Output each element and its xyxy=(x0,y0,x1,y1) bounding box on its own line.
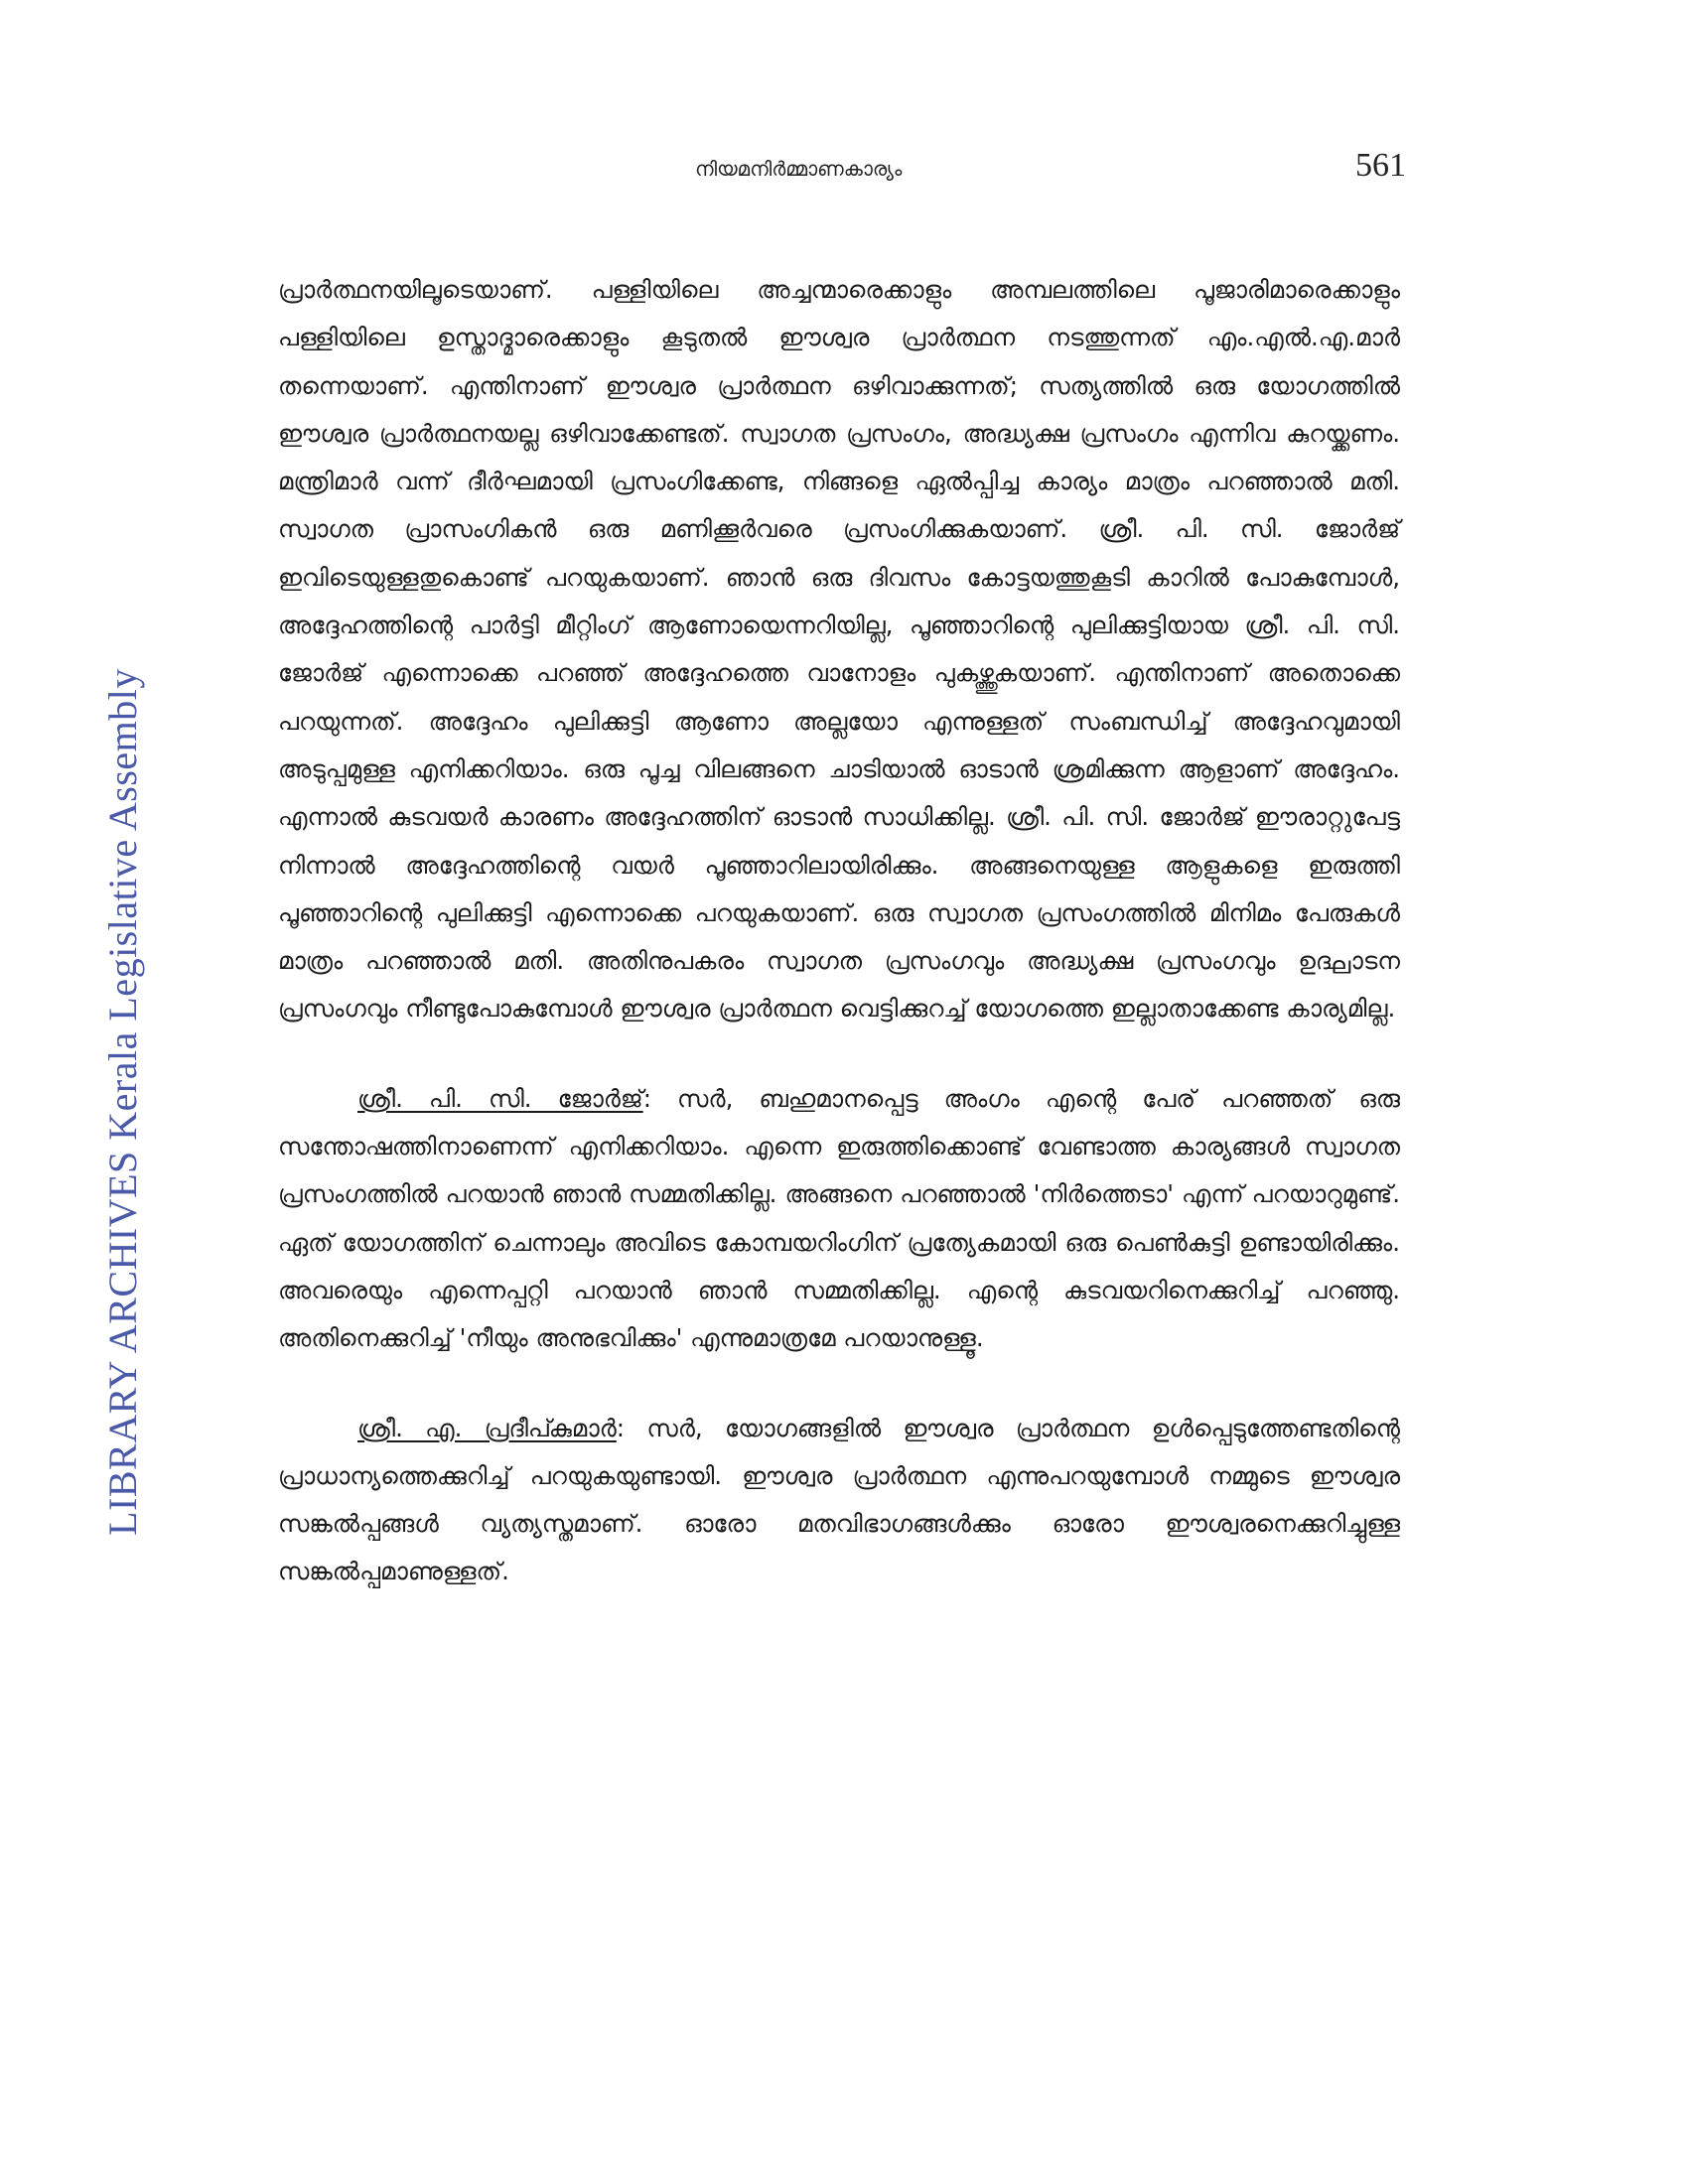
speech-text: : സർ, ബഹുമാനപ്പെട്ട അംഗം എന്റെ പേര് പറഞ്ഞത് ഒരു സന്തോഷത്തിനാണെന്ന് എനിക്കറിയാം. എന്നെ ഇരുത്തിക്കൊണ്ട് വേണ്ടാത്ത കാര്യങ്ങൾ സ്വാഗത പ്രസംഗത്തിൽ പറയാൻ ഞാൻ സമ്മതിക്കില്ല. അങ്ങനെ പറഞ്ഞാൽ 'നിർത്തെടാ' എന്ന് പറയാറുമുണ്ട്. ഏത് യോഗത്തിന് ചെന്നാലും അവിടെ കോമ്പയറിംഗിന് പ്രത്യേകമായി ഒരു പെൺകുട്ടി ഉണ്ടായിരിക്കും. അവരെയും എന്നെപ്പറ്റി പറയാൻ ഞാൻ സമ്മതിക്കില്ല. എന്റെ കുടവയറിനെക്കുറിച്ച് പറഞ്ഞു. അതിനെക്കുറിച്ച് 'നീയും അനുഭവിക്കും' എന്നുമാത്രമേ പറയാനുള്ളൂ. xyxy=(278,1083,1400,1353)
paragraph-continuation: പ്രാർത്ഥനയിലൂടെയാണ്. പള്ളിയിലെ അച്ചന്മാരെക്കാളും അമ്പലത്തിലെ പൂജാരിമാരെക്കാളും പള്ളിയിലെ ഉസ്താദ്മാരെക്കാളും കൂടുതൽ ഈശ്വര പ്രാർത്ഥന നടത്തുന്നത് എം.എൽ.എ.മാർ തന്നെയാണ്. എന്തിനാണ് ഈശ്വര പ്രാർത്ഥന ഒഴിവാക്കുന്നത്; സത്യത്തിൽ ഒരു യോഗത്തിൽ ഈശ്വര പ്രാർത്ഥനയല്ല ഒഴിവാക്കേണ്ടത്. സ്വാഗത പ്രസംഗം, അദ്ധ്യക്ഷ പ്രസംഗം എന്നിവ കുറയ്ക്കണം. മന്ത്രിമാർ വന്ന് ദീർഘമായി പ്രസംഗിക്കേണ്ട, നിങ്ങളെ ഏൽപ്പിച്ച കാര്യം മാത്രം പറഞ്ഞാൽ മതി. സ്വാഗത പ്രാസംഗികൻ ഒരു മണിക്കൂർവരെ പ്രസംഗിക്കുകയാണ്. ശ്രീ. പി. സി. ജോർജ് ഇവിടെയുള്ളതുകൊണ്ട് പറയുകയാണ്. ഞാൻ ഒരു ദിവസം കോട്ടയത്തുകൂടി കാറിൽ പോകുമ്പോൾ, അദ്ദേഹത്തിന്റെ പാർട്ടി മീറ്റിംഗ് ആണോയെന്നറിയില്ല, പൂഞ്ഞാറിന്റെ പുലിക്കുട്ടിയായ ശ്രീ. പി. സി. ജോർജ് എന്നൊക്കെ പറഞ്ഞ് അദ്ദേഹത്തെ വാനോളം പുകഴ്ത്തുകയാണ്. എന്തിനാണ് അതൊക്കെ പറയുന്നത്. അദ്ദേഹം പുലിക്കുട്ടി ആണോ അല്ലയോ എന്നുള്ളത് സംബന്ധിച്ച് അദ്ദേഹവുമായി അടുപ്പമുള്ള എനിക്കറിയാം. ഒരു പൂച്ച വിലങ്ങനെ ചാടിയാൽ ഓടാൻ ശ്രമിക്കുന്ന ആളാണ് അദ്ദേഹം. എന്നാൽ കുടവയർ കാരണം അദ്ദേഹത്തിന് ഓടാൻ സാധിക്കില്ല. ശ്രീ. പി. സി. ജോർജ് ഈരാറ്റുപേട്ട നിന്നാൽ അദ്ദേഹത്തിന്റെ വയർ പൂഞ്ഞാറിലായിരിക്കും. അങ്ങനെയുള്ള ആളുകളെ ഇരുത്തി പൂഞ്ഞാറിന്റെ പുലിക്കുട്ടി എന്നൊക്കെ പറയുകയാണ്. ഒരു സ്വാഗത പ്രസംഗത്തിൽ മിനിമം പേരുകൾ മാത്രം പറഞ്ഞാൽ മതി. അതിനുപകരം സ്വാഗത പ്രസംഗവും അദ്ധ്യക്ഷ പ്രസംഗവും ഉദ്ഘാടന പ്രസംഗവും നീണ്ടുപോകുമ്പോൾ ഈശ്വര പ്രാർത്ഥന വെട്ടിക്കുറച്ച് യോഗത്തെ ഇല്ലാതാക്കേണ്ട കാര്യമില്ല. xyxy=(278,275,1400,1024)
speech-text: : സർ, യോഗങ്ങളിൽ ഈശ്വര പ്രാർത്ഥന ഉൾപ്പെടുത്തേണ്ടതിന്റെ പ്രാധാന്യത്തെക്കുറിച്ച് പറയുകയുണ്ടായി. ഈശ്വര പ്രാർത്ഥന എന്നുപറയുമ്പോൾ നമ്മുടെ ഈശ്വര സങ്കൽപ്പങ്ങൾ വ്യത്യസ്തമാണ്. ഓരോ മതവിഭാഗങ്ങൾക്കും ഓരോ ഈശ്വരനെക്കുറിച്ചുള്ള സങ്കൽപ്പമാണുള്ളത്. xyxy=(278,1413,1400,1586)
paragraph-speech-pc-george xyxy=(278,1075,1400,1363)
speaker-name: ശ്രീ. പി. സി. ജോർജ് xyxy=(357,1083,643,1113)
archive-watermark: LIBRARY ARCHIVES Kerala Legislative Assembly xyxy=(100,668,145,1536)
page-number: 561 xyxy=(1355,147,1406,184)
paragraph-speech-a-pradeepkumar xyxy=(278,1405,1400,1596)
running-header-title: നിയമനിർമ്മാണകാര്യം xyxy=(695,157,903,181)
document-body xyxy=(278,266,1400,1596)
speaker-name: ശ്രീ. എ. പ്രദീപ്കുമാർ xyxy=(357,1413,617,1442)
